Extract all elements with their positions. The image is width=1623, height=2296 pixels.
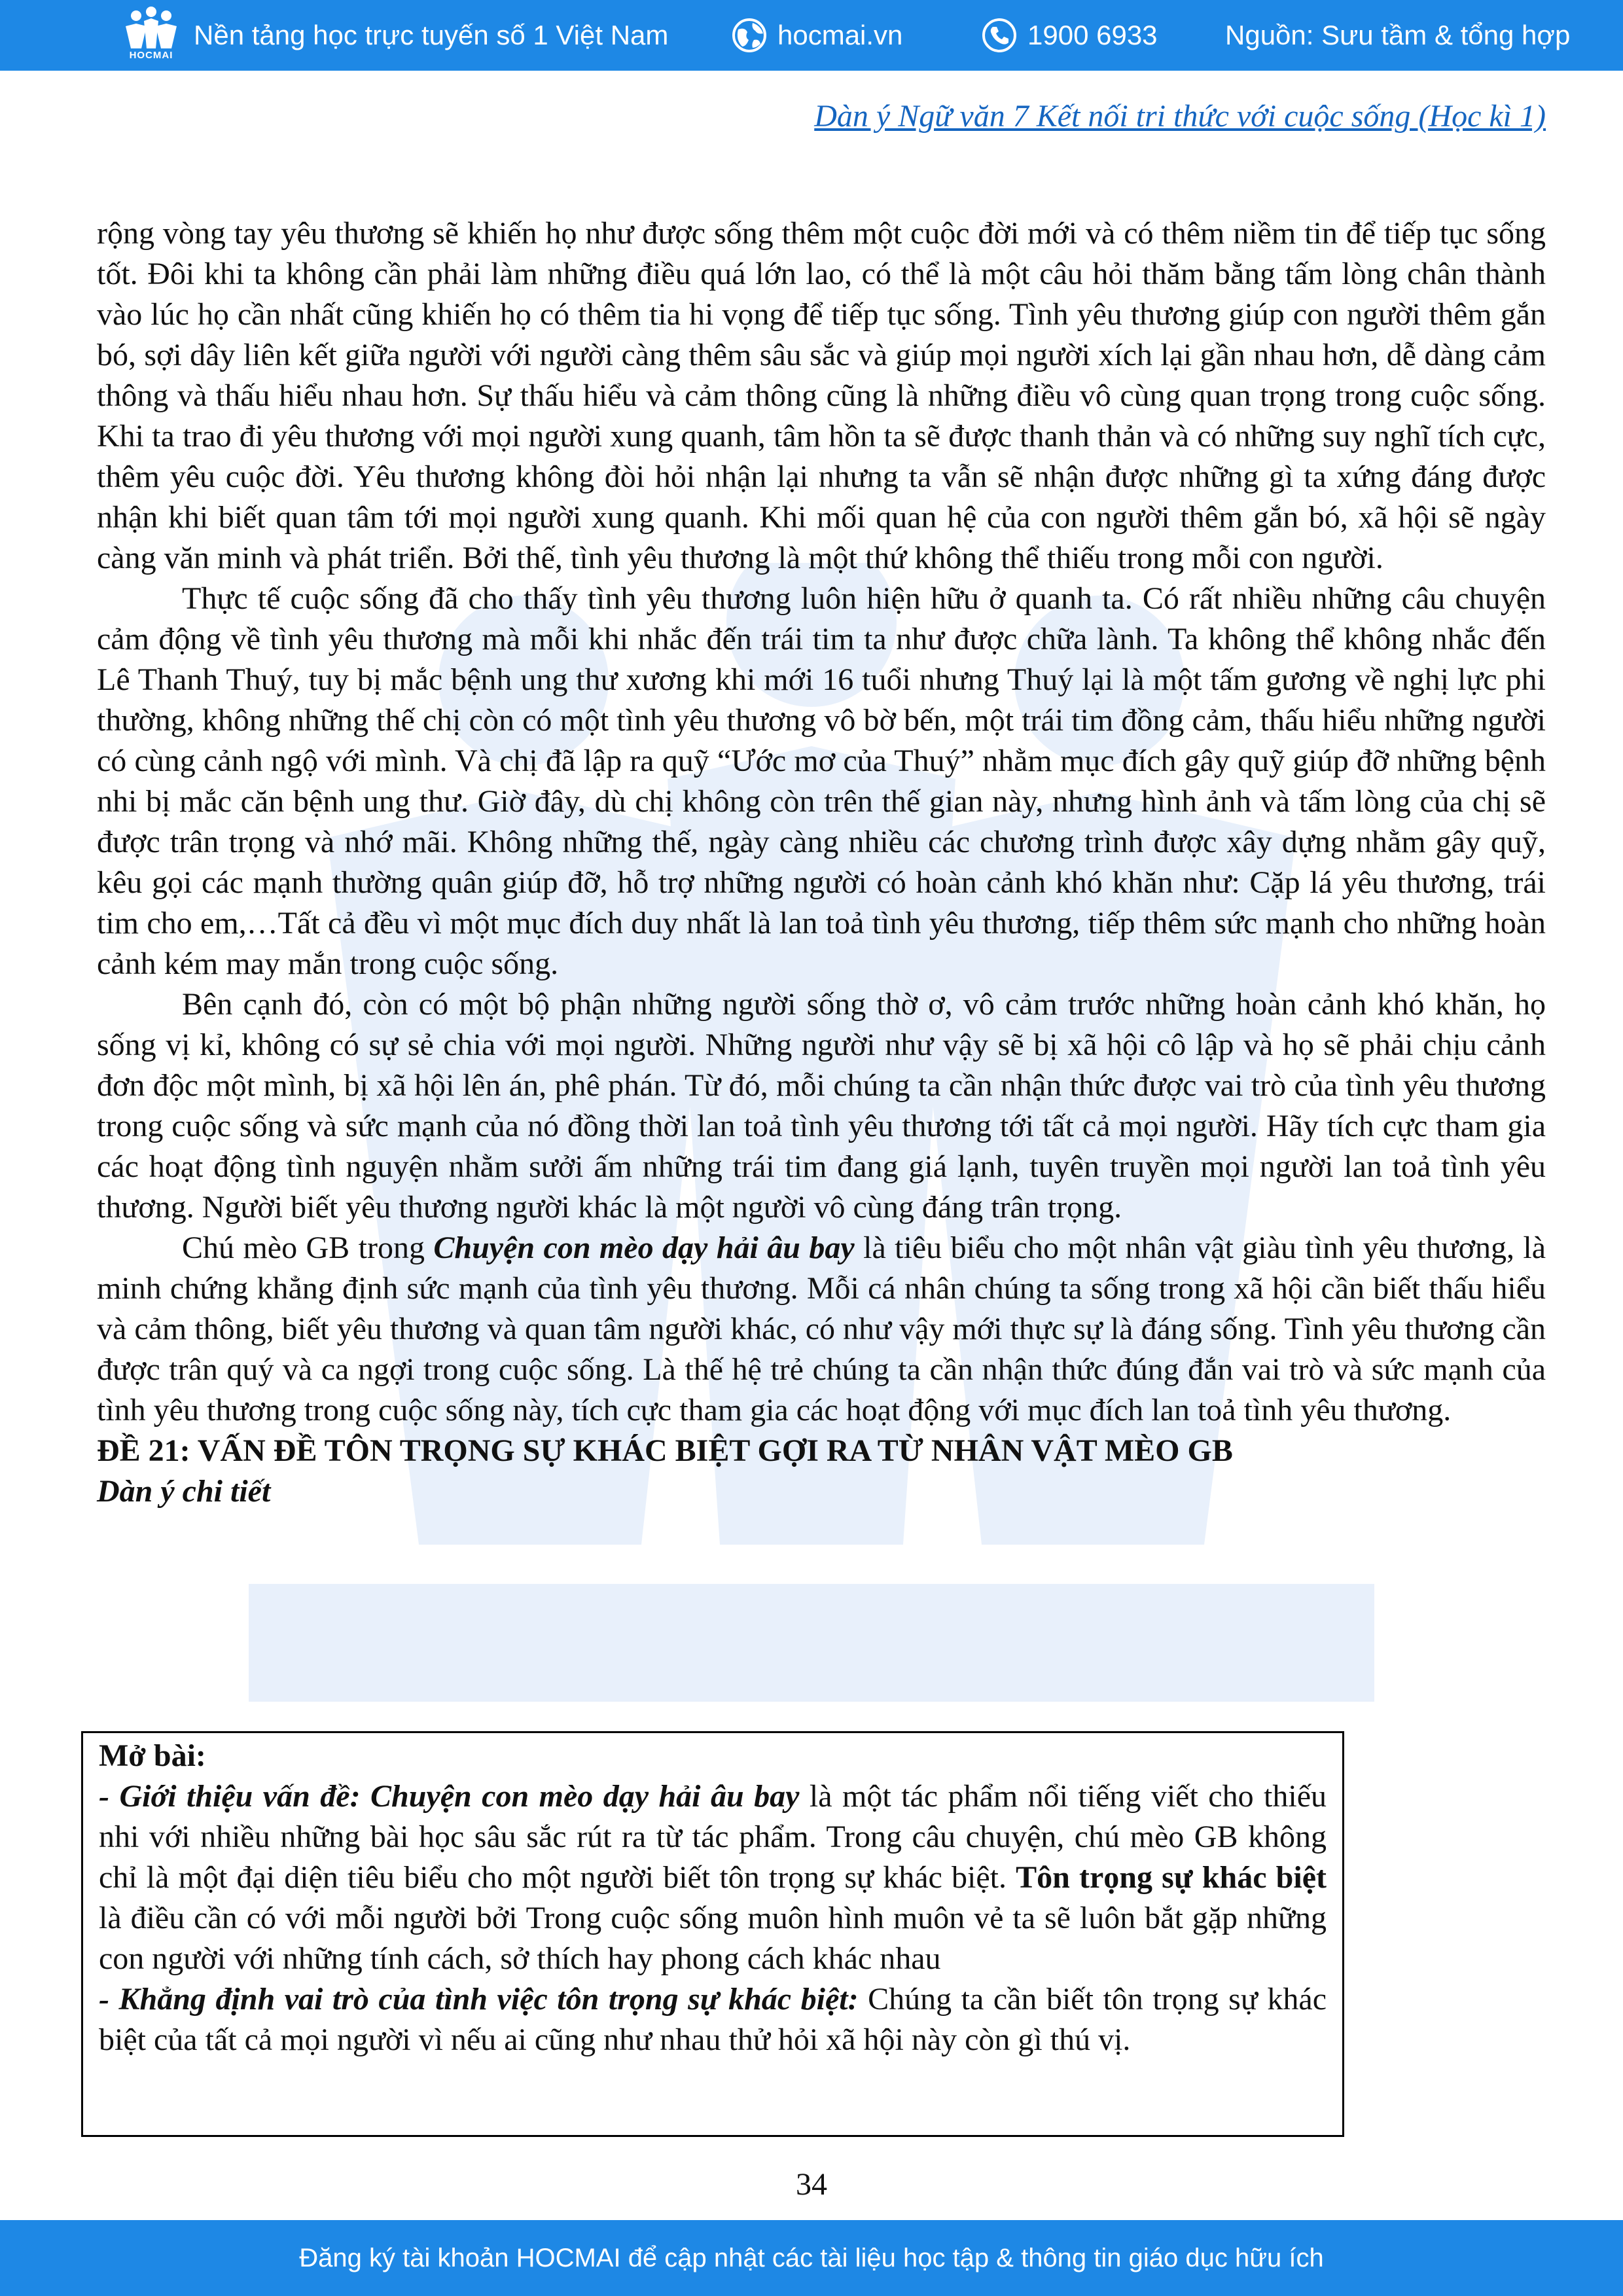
top-header-bar — [0, 0, 1623, 71]
bullet-1-label: - Giới thiệu vấn đề: Chuyện con mèo dạy hải âu bay — [99, 1779, 800, 1814]
website-text: hocmai.vn — [777, 20, 903, 50]
mo-bai-heading: Mở bài: — [99, 1738, 206, 1773]
bullet-1-text-b: là điều cần có với mỗi người bởi Trong cuộc sống muôn hình muôn vẻ ta sẽ luôn bắt gặp những con người với những tính cách, sở thích hay phong cách khác nhau — [99, 1901, 1327, 1976]
globe-icon — [732, 18, 767, 53]
footer-banner-text: Đăng ký tài khoản HOCMAI để cập nhật các tài liệu học tập & thông tin giáo dục hữu ích — [299, 2243, 1324, 2272]
logo-text: HOCMAI — [129, 50, 173, 61]
footer-banner[interactable] — [0, 2220, 1623, 2296]
bullet-2-label: - Khẳng định vai trò của tình việc tôn trọng sự khác biệt: — [99, 1982, 859, 2017]
phone-icon — [982, 18, 1017, 53]
outline-box — [81, 1731, 1344, 2137]
outline-bullet-1 — [99, 1776, 1327, 1979]
website-link[interactable] — [732, 0, 902, 71]
document-subtitle: Dàn ý Ngữ văn 7 Kết nối tri thức với cuộc sống (Học kì 1) — [814, 99, 1546, 134]
bullet-1-text-a: là một tác phẩm nổi tiếng viết cho thiếu nhi với nhiều những bài học sâu sắc rút ra từ tác phẩm. Trong câu chuyện, chú mèo GB không chỉ là một đại diện tiêu biểu cho một người biết tôn trọng sự khác biệt. — [99, 1779, 1327, 1895]
paragraph-4 — [97, 1228, 1546, 1431]
paragraph-2: Thực tế cuộc sống đã cho thấy tình yêu thương luôn hiện hữu ở quanh ta. Có rất nhiều những câu chuyện cảm động về tình yêu thương mà mỗi khi nhắc đến trái tim ta như được chữa lành. Ta không thể không nhắc đến Lê Thanh Thuý, tuy bị mắc bệnh ung thư xương khi mới 16 tuổi nhưng Thuý lại là một tấm gương về nghị lực phi thường, không những thế chị còn có một tình yêu thương vô bờ bến, một trái tim đồng cảm, thấu hiểu những người có cùng cảnh ngộ với mình. Và chị đã lập ra quỹ “Ước mơ của Thuý” nhằm mục đích gây quỹ giúp đỡ những bệnh nhi bị mắc căn bệnh ung thư. Giờ đây, dù chị không còn trên thế gian này, nhưng hình ảnh và tấm lòng của chị sẽ được trân trọng và nhớ mãi. Không những thế, ngày càng nhiều các chương trình được xây dựng nhằm gây quỹ, kêu gọi các mạnh thường quân giúp đỡ, hỗ trợ những người có hoàn cảnh khó khăn như: Cặp lá yêu thương, trái tim cho em,…Tất cả đều vì một mục đích duy nhất là lan toả tình yêu thương, tiếp thêm sức mạnh cho những hoàn cảnh kém may mắn trong cuộc sống. — [97, 581, 1546, 981]
paragraph-4-start: Chú mèo GB trong — [182, 1230, 434, 1265]
source-text: Nguồn: Sưu tầm & tổng hợp — [1225, 20, 1571, 50]
bullet-1-bold: Tôn trọng sự khác biệt — [1016, 1860, 1327, 1895]
paragraph-1: rộng vòng tay yêu thương sẽ khiến họ như được sống thêm một cuộc đời mới và có thêm niềm tin để tiếp tục sống tốt. Đôi khi ta không cần phải làm những điều quá lớn lao, có thể là một câu hỏi thăm bằng tấm lòng chân thành vào lúc họ cần nhất cũng khiến họ có thêm tia hi vọng để tiếp tục sống. Tình yêu thương giúp con người thêm gắn bó, sợi dây liên kết giữa người với người càng thêm sâu sắc và giúp mọi người xích lại gần nhau hơn, dễ dàng cảm thông và thấu hiểu nhau hơn. Sự thấu hiểu và cảm thông cũng là những điều vô cùng quan trọng trong cuộc sống. Khi ta trao đi yêu thương với mọi người xung quanh, tâm hồn ta sẽ được thanh thản và có những suy nghĩ tích cực, thêm yêu cuộc đời. Yêu thương không đòi hỏi nhận lại nhưng ta vẫn sẽ nhận được những gì ta xứng đáng được nhận khi biết quan tâm tới mọi người xung quanh. Khi mối quan hệ của con người thêm gắn bó, xã hội sẽ ngày càng văn minh và phát triển. Bởi thế, tình yêu thương là một thứ không thể thiếu trong mỗi con người. — [97, 216, 1546, 575]
work-title: Chuyện con mèo dạy hải âu bay — [433, 1230, 855, 1265]
paragraph-3: Bên cạnh đó, còn có một bộ phận những người sống thờ ơ, vô cảm trước những hoàn cảnh khó khăn, họ sống vị kỉ, không có sự sẻ chia với mọi người. Những người như vậy sẽ bị xã hội cô lập và họ sẽ phải chịu cảnh đơn độc một mình, bị xã hội lên án, phê phán. Từ đó, mỗi chúng ta cần nhận thức được vai trò của tình yêu thương trong cuộc sống và sức mạnh của nó đồng thời lan toả tình yêu thương tới tất cả mọi người. Hãy tích cực tham gia các hoạt động tình nguyện nhằm sưởi ấm những trái tim đang giá lạnh, tuyên truyền mọi người lan toả tình yêu thương. Người biết yêu thương người khác là một người vô cùng đáng trân trọng. — [97, 987, 1546, 1225]
tagline: Nền tảng học trực tuyến số 1 Việt Nam — [194, 20, 669, 50]
section-heading: ĐỀ 21: VẤN ĐỀ TÔN TRỌNG SỰ KHÁC BIỆT GỢI RA TỪ NHÂN VẬT MÈO GB — [97, 1433, 1233, 1468]
page-number: 34 — [796, 2167, 827, 2202]
outline-label: Dàn ý chi tiết — [97, 1474, 271, 1509]
document-body — [97, 213, 1546, 1512]
hotline-link[interactable] — [982, 0, 1158, 71]
bullet-2-text: Chúng ta cần biết tôn trọng sự khác biệt của tất cả mọi người vì nếu ai cũng như nhau thử hỏi xã hội này còn gì thú vị. — [99, 1982, 1327, 2057]
outline-bullet-2 — [99, 1979, 1327, 2060]
paragraph-4-end: là tiêu biểu cho một nhân vật giàu tình yêu thương, là minh chứng khẳng định sức mạnh của tình yêu thương. Mỗi cá nhân chúng ta sống trong xã hội cần biết thấu hiểu và cảm thông, biết yêu thương và quan tâm người khác, có như vậy mới thực sự là đáng sống. Tình yêu thương cần được trân quý và ca ngợi trong cuộc sống. Là thế hệ trẻ chúng ta cần nhận thức đúng đắn vai trò và sức mạnh của tình yêu thương trong cuộc sống này, tích cực tham gia các hoạt động với mục đích lan toả tình yêu thương. — [97, 1230, 1546, 1427]
hotline-text: 1900 6933 — [1027, 20, 1158, 50]
